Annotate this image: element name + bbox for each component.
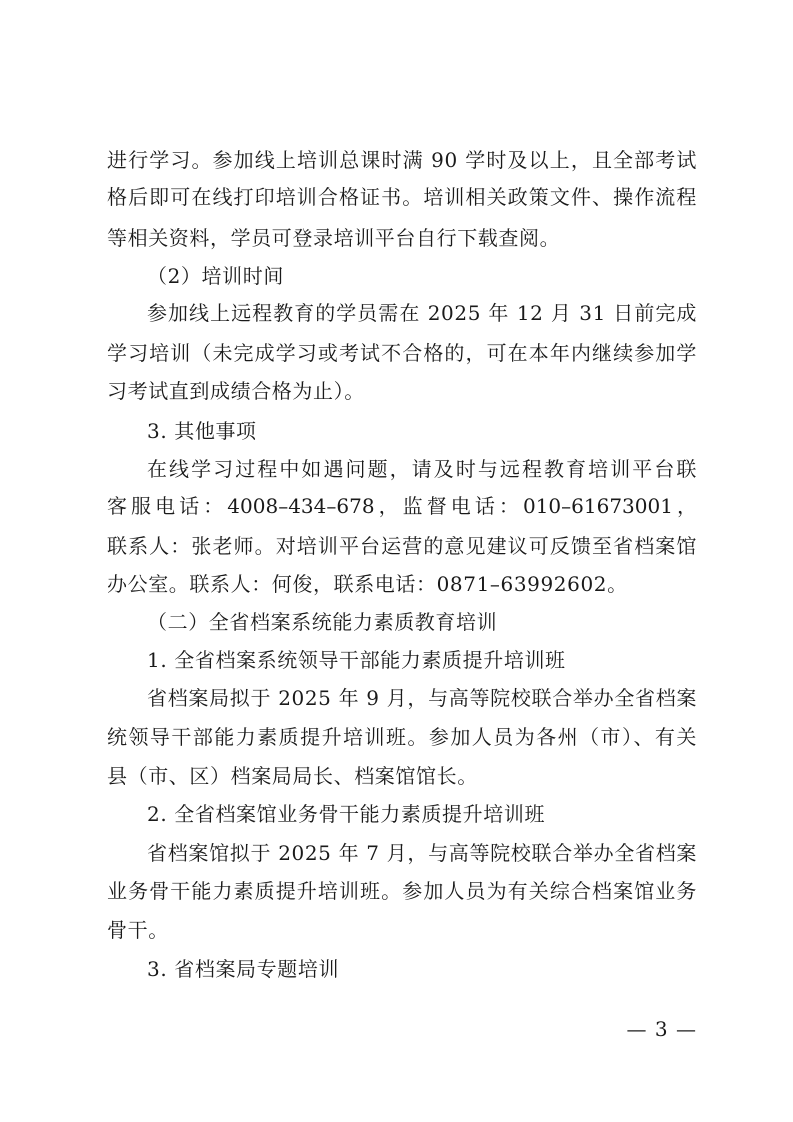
section-heading: 3. 省档案局专题培训: [147, 957, 340, 981]
section-heading: 2. 全省档案馆业务骨干能力素质提升培训班: [147, 802, 546, 826]
contact-line: 办公室。联系人：何俊，联系电话：0871–63992602。: [107, 572, 628, 596]
body-text-line: 学习培训（未完成学习或考试不合格的，可在本年内继续参加学: [107, 341, 697, 365]
body-text-line: 联系人：张老师。对培训平台运营的意见建议可反馈至省档案馆: [107, 534, 697, 558]
body-text-line: 进行学习。参加线上培训总课时满 90 学时及以上，且全部考试: [107, 148, 697, 172]
contact-line: 客服电话：4008–434–678，监督电话：010–61673001，: [107, 494, 697, 518]
section-heading: 3. 其他事项: [147, 419, 257, 443]
section-heading: 1. 全省档案系统领导干部能力素质提升培训班: [147, 648, 566, 672]
body-text-line: 业务骨干能力素质提升培训班。参加人员为有关综合档案馆业务: [107, 879, 697, 903]
body-text-line: 在线学习过程中如遇问题，请及时与远程教育培训平台联: [147, 457, 697, 481]
body-text-line: 等相关资料，学员可登录培训平台自行下载查阅。: [107, 226, 561, 250]
body-text-line: 省档案局拟于 2025 年 9 月，与高等院校联合举办全省档案: [147, 686, 697, 710]
body-text-line: 统领导干部能力素质提升培训班。参加人员为各州（市）、有关: [107, 725, 697, 749]
section-heading: （2）培训时间: [147, 264, 284, 288]
body-text-line: 习考试直到成绩合格为止）。: [107, 379, 365, 403]
page-number: — 3 —: [626, 1017, 697, 1041]
body-text-line: 格后即可在线打印培训合格证书。培训相关政策文件、操作流程: [107, 185, 697, 209]
section-heading: （二）全省档案系统能力素质教育培训: [147, 610, 498, 634]
body-text-line: 省档案馆拟于 2025 年 7 月，与高等院校联合举办全省档案: [147, 841, 697, 865]
body-text-line: 骨干。: [107, 918, 169, 942]
body-text-line: 参加线上远程教育的学员需在 2025 年 12 月 31 日前完成: [147, 301, 697, 325]
body-text-line: 县（市、区）档案局局长、档案馆馆长。: [107, 764, 478, 788]
